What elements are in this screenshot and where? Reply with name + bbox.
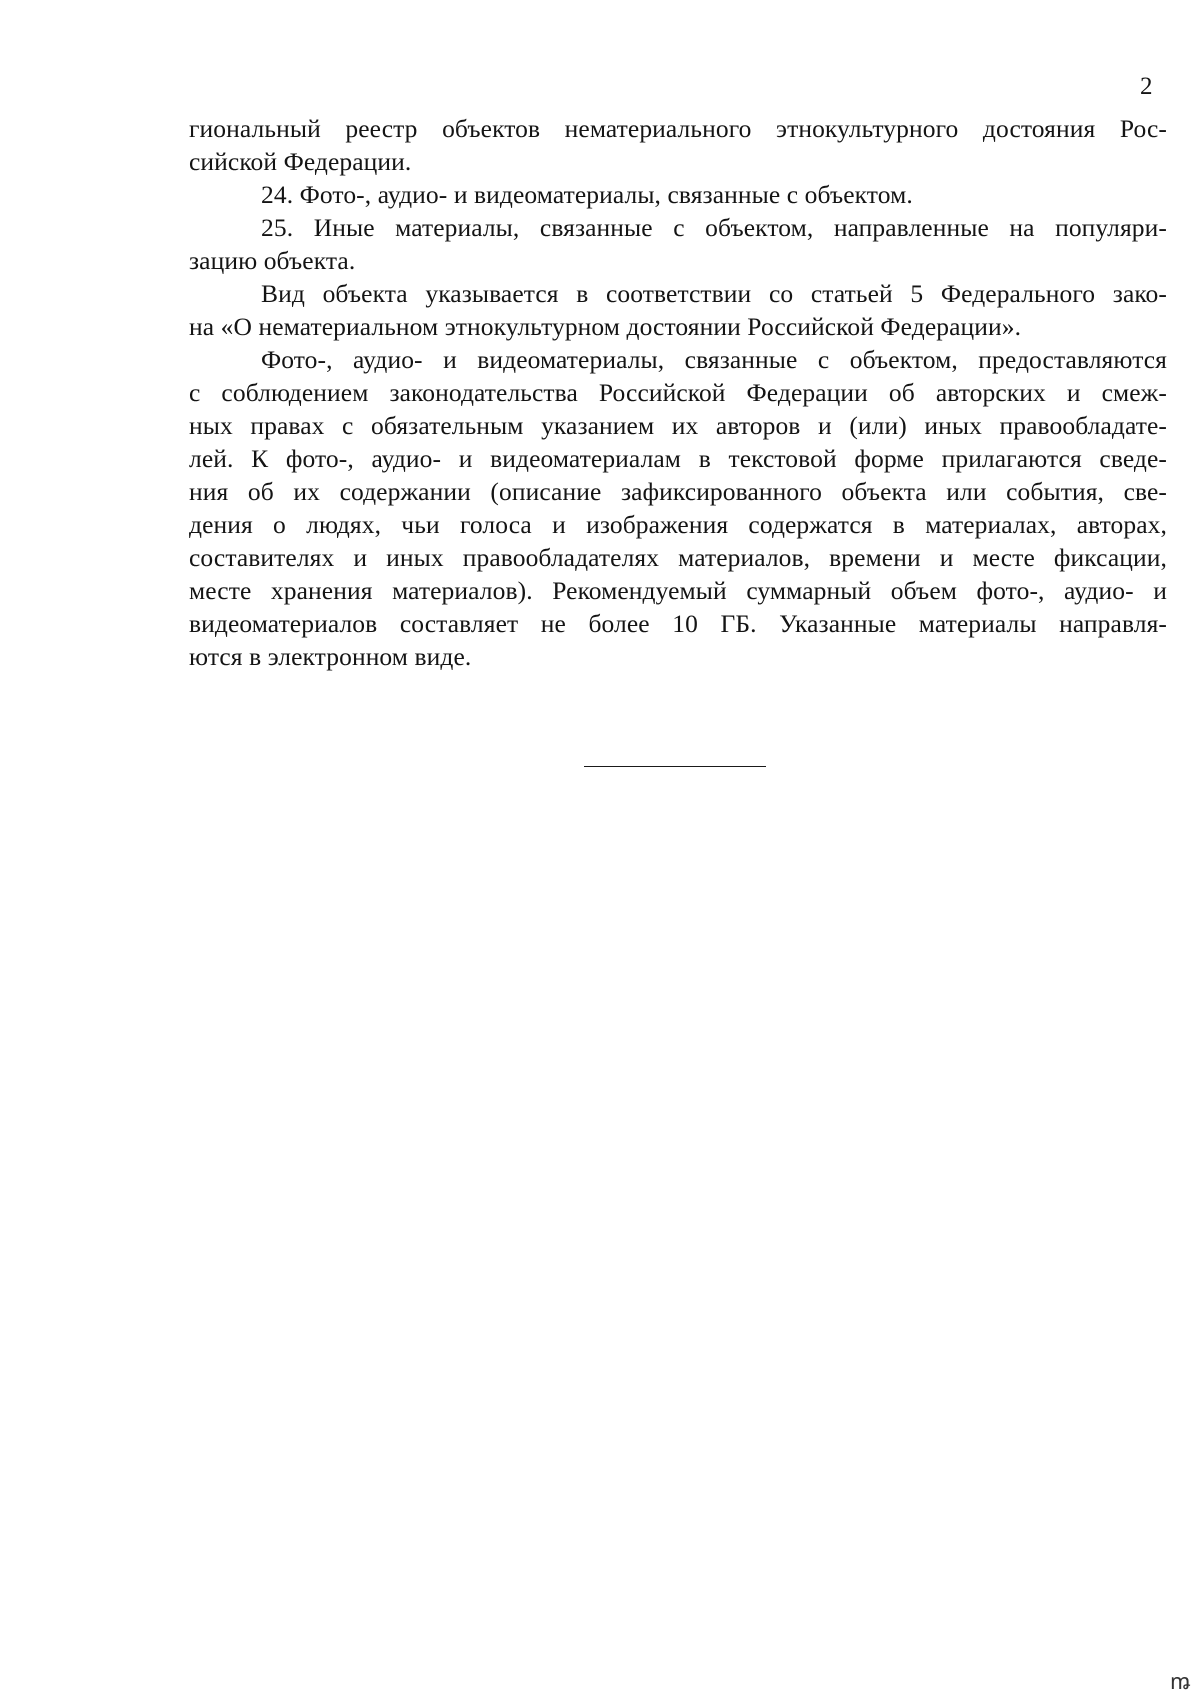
document-body [189,112,1167,673]
text-line: составителях и иных правообладателях материалов, времени и месте фиксации, [189,543,1167,572]
text-line: на «О нематериальном этнокультурном достоянии Российской Федерации». [189,312,1022,341]
end-separator-line [584,766,766,767]
text-line: зацию объекта. [189,246,356,275]
text-line: лей. К фото-, аудио- и видеоматериалам в текстовой форме прилагаются сведе- [189,444,1167,473]
text-line: ния об их содержании (описание зафиксированного объекта или события, све- [189,477,1167,506]
corner-handwritten-mark: ꬺ [1170,1669,1191,1694]
paragraph-media: Фото-, аудио- и видеоматериалы, связанные с объектом, предоставляются [261,345,1167,374]
text-line: сийской Федерации. [189,147,412,176]
text-line: ются в электронном виде. [189,642,472,671]
text-line: гиональный реестр объектов нематериального этнокультурного достояния Рос- [189,114,1167,143]
text-line: дения о людях, чьи голоса и изображения содержатся в материалах, авторах, [189,510,1167,539]
text-line: с соблюдением законодательства Российской Федерации об авторских и смеж- [189,378,1167,407]
text-line: ных правах с обязательным указанием их авторов и (или) иных правообладате- [189,411,1167,440]
text-line: месте хранения материалов). Рекомендуемый суммарный объем фото-, аудио- и [189,576,1167,605]
paragraph-object-type: Вид объекта указывается в соответствии со статьей 5 Федерального зако- [261,279,1167,308]
list-item-25: 25. Иные материалы, связанные с объектом, направленные на популяри- [261,213,1167,242]
list-item-24: 24. Фото-, аудио- и видеоматериалы, связанные с объектом. [261,180,913,209]
page-number: 2 [1140,73,1153,100]
text-line: видеоматериалов составляет не более 10 ГБ. Указанные материалы направля- [189,609,1167,638]
